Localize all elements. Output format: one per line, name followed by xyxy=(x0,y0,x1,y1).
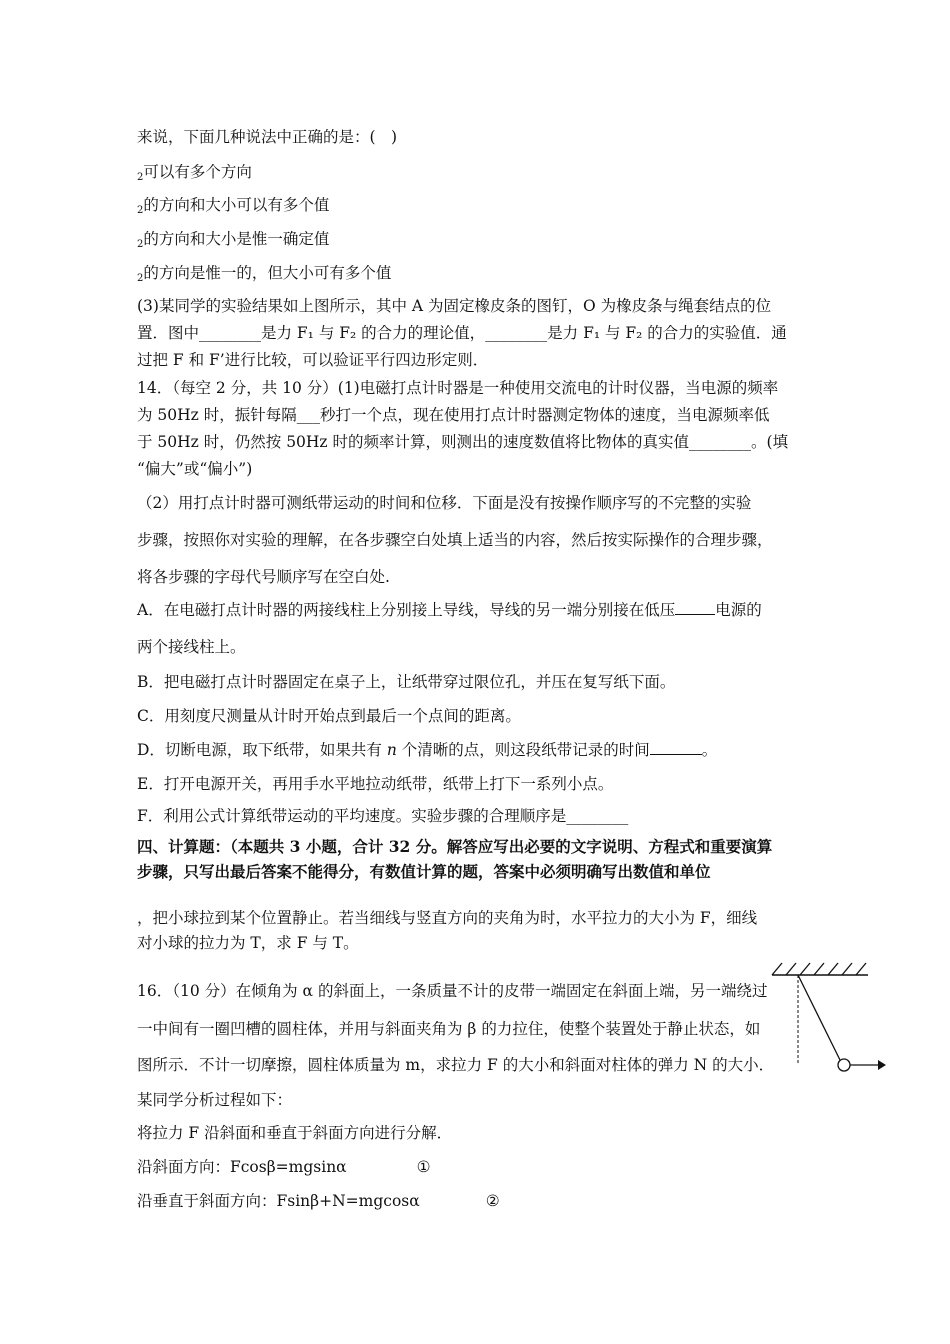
text-line: 为 50Hz 时，振针每隔___秒打一个点，现在使用打点计时器测定物体的速度，当电源频率低 xyxy=(137,406,770,424)
question-14-line: 14．（每空 2 分，共 10 分）(1)电磁打点计时器是一种使用交流电的计时仪器，当电源的频率 xyxy=(137,379,779,397)
text-line: 将各步骤的字母代号顺序写在空白处. xyxy=(137,568,390,586)
text-line: 图所示．不计一切摩擦，圆柱体质量为 m，求拉力 F 的大小和斜面对柱体的弹力 N 的大小． xyxy=(137,1056,775,1074)
step-a-line: A．在电磁打点计时器的两接线柱上分别接上导线，导线的另一端分别接在低压 电源的 xyxy=(137,601,762,619)
equation-line: 沿垂直于斜面方向：Fsinβ+N=mgcosα ② xyxy=(137,1192,500,1210)
answer-blank[interactable] xyxy=(650,740,702,755)
text-line: ，把小球拉到某个位置静止。若当细线与竖直方向的夹角为时，水平拉力的大小为 F，细线 xyxy=(137,909,758,927)
text-line: 于 50Hz 时，仍然按 50Hz 时的频率计算，则测出的速度数值将比物体的真实值________。(填 xyxy=(137,433,789,451)
string-line xyxy=(798,975,840,1060)
text-line: （2）用打点计时器可测纸带运动的时间和位移．下面是没有按操作顺序写的不完整的实验 xyxy=(137,494,752,512)
text-line: 对小球的拉力为 T，求 F 与 T。 xyxy=(137,934,359,952)
ceiling-hatch xyxy=(772,963,866,975)
answer-blank[interactable] xyxy=(675,600,715,615)
question-16-line: 16．（10 分）在倾角为 α 的斜面上，一条质量不计的皮带一端固定在斜面上端，另一端绕过 xyxy=(137,982,768,1000)
text-line: 将拉力 F 沿斜面和垂直于斜面方向进行分解． xyxy=(137,1124,453,1142)
option-line: $_2$的方向是惟一的，但大小可有多个值 xyxy=(137,264,392,284)
pendulum-diagram xyxy=(760,955,890,1085)
text-line: 一中间有一圈凹槽的圆柱体，并用与斜面夹角为 β 的力拉住，使整个装置处于静止状态，如 xyxy=(137,1020,761,1038)
step-f-line: F．利用公式计算纸带运动的平均速度。实验步骤的合理顺序是________ xyxy=(137,807,629,825)
step-d-line: D．切断电源，取下纸带，如果共有 n 个清晰的点，则这段纸带记录的时间 。 xyxy=(137,741,718,759)
text-line: 置．图中________是力 F₁ 与 F₂ 的合力的理论值，________是力 F₁ 与 F₂ 的合力的实验值．通 xyxy=(137,324,787,342)
arrow-head xyxy=(878,1060,886,1070)
section-heading: 四、计算题：（本题共 3 小题，合计 32 分。解答应写出必要的文字说明、方程式和重要演算 xyxy=(137,837,773,856)
text-line: 某同学分析过程如下： xyxy=(137,1091,293,1109)
text-line: (3)某同学的实验结果如上图所示，其中 A 为固定橡皮条的图钉，O 为橡皮条与绳套结点的位 xyxy=(137,297,772,315)
text-line: 两个接线柱上。 xyxy=(137,638,246,656)
section-heading: 步骤，只写出最后答案不能得分，有数值计算的题，答案中必须明确写出数值和单位 xyxy=(137,862,711,881)
step-e-line: E．打开电源开关，再用手水平地拉动纸带，纸带上打下一系列小点。 xyxy=(137,775,614,793)
option-line: $_2$可以有多个方向 xyxy=(137,163,252,183)
ball xyxy=(838,1059,850,1071)
option-line: $_2$的方向和大小可以有多个值 xyxy=(137,196,330,216)
step-c-line: C．用刻度尺测量从计时开始点到最后一个点间的距离。 xyxy=(137,707,521,725)
option-line: $_2$的方向和大小是惟一确定值 xyxy=(137,230,330,250)
step-b-line: B．把电磁打点计时器固定在桌子上，让纸带穿过限位孔，并压在复写纸下面。 xyxy=(137,673,676,691)
equation-line: 沿斜面方向：Fcosβ=mgsinα ① xyxy=(137,1158,431,1176)
text-line: 过把 F 和 F’进行比较，可以验证平行四边形定则． xyxy=(137,351,489,369)
text-line: 来说，下面几种说法中正确的是：( ) xyxy=(137,128,398,146)
text-line: 步骤，按照你对实验的理解，在各步骤空白处填上适当的内容，然后按实际操作的合理步骤， xyxy=(137,531,773,549)
text-line: “偏大”或“偏小”) xyxy=(137,460,253,478)
